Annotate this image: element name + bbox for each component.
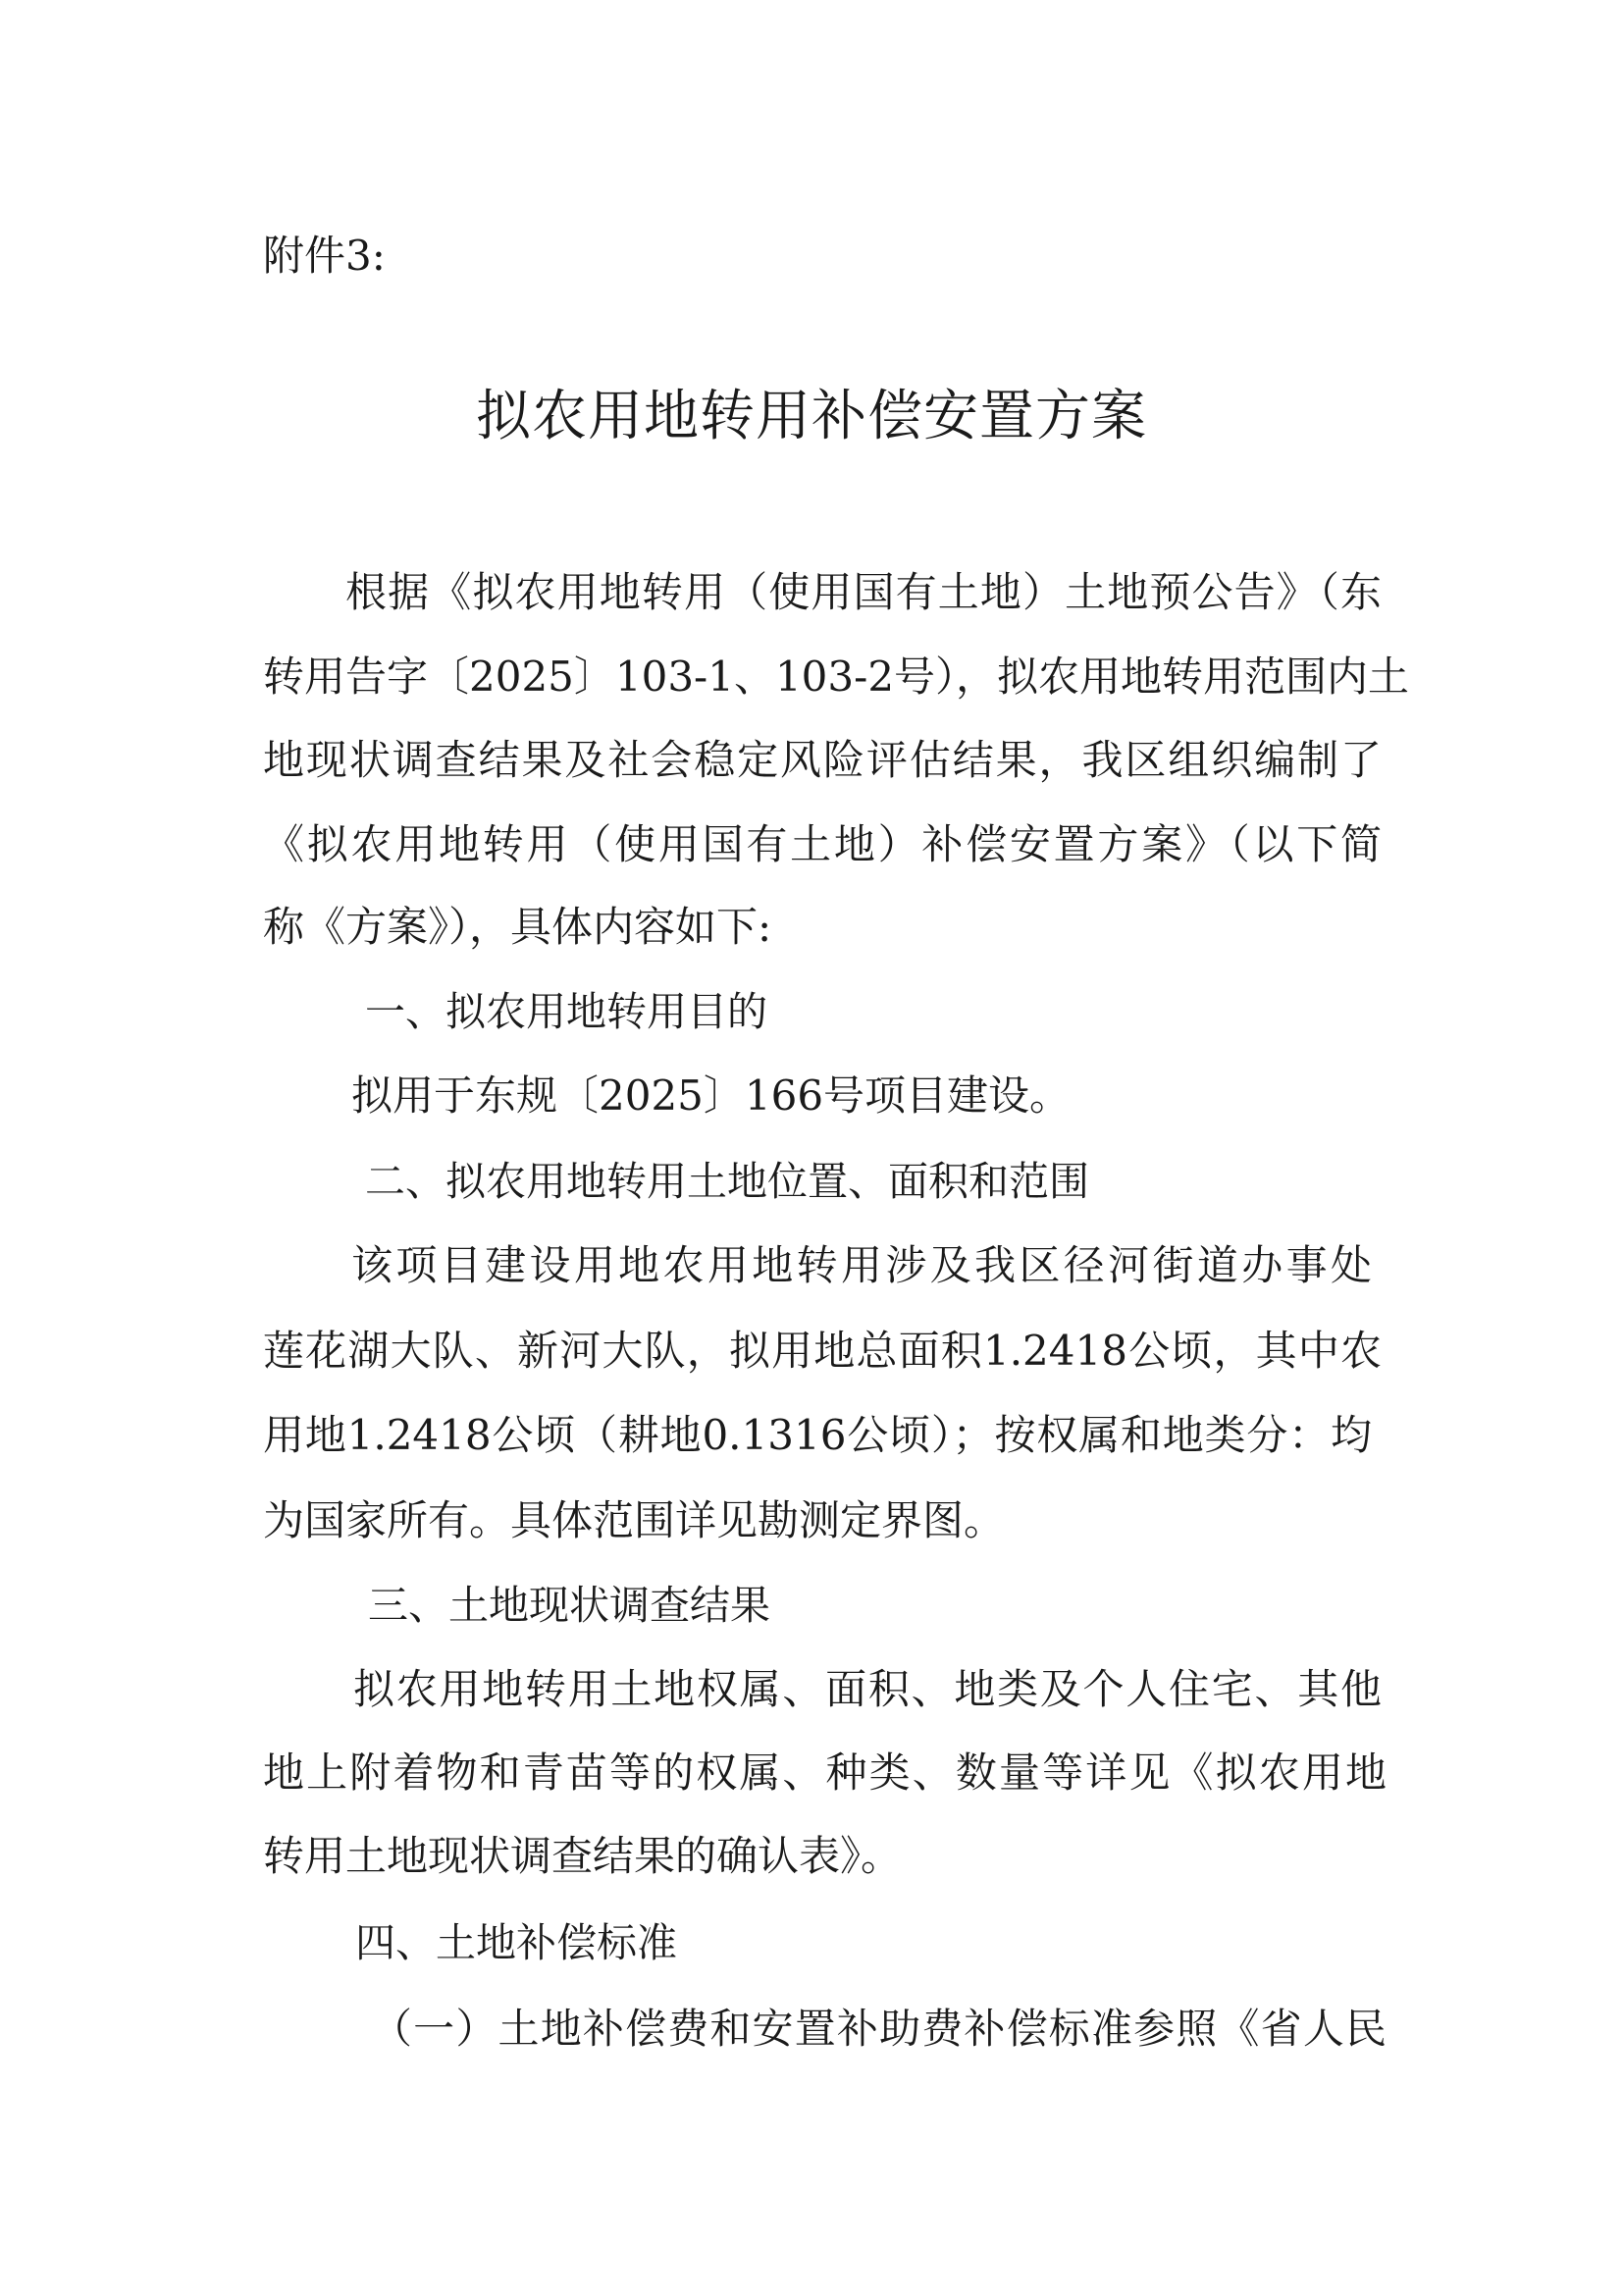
- body-line: （一）土地补偿费和安置补助费补偿标准参照《省人民: [371, 2005, 1387, 2053]
- section-heading-3: 三、土地现状调查结果: [368, 1582, 770, 1629]
- body-line: 根据《拟农用地转用（使用国有土地）土地预公告》（东: [345, 568, 1382, 616]
- body-line: 用地1.2418公顷（耕地0.1316公顷）；按权属和地类分：均: [263, 1411, 1372, 1459]
- body-line: 地上附着物和青苗等的权属、种类、数量等详见《拟农用地: [263, 1748, 1387, 1797]
- body-line: 地现状调查结果及社会稳定风险评估结果，我区组织编制了: [263, 736, 1382, 784]
- body-line: 转用土地现状调查结果的确认表》。: [263, 1832, 903, 1880]
- attachment-label: 附件3:: [263, 232, 386, 280]
- body-line: 转用告字〔2025〕103-1、103-2号），拟农用地转用范围内土: [263, 652, 1410, 701]
- body-line: 为国家所有。具体范围详见勘测定界图。: [263, 1496, 1006, 1544]
- body-line: 拟农用地转用土地权属、面积、地类及个人住宅、其他: [353, 1665, 1382, 1713]
- body-line: 该项目建设用地农用地转用涉及我区径河街道办事处: [351, 1241, 1372, 1289]
- body-line: 莲花湖大队、新河大队，拟用地总面积1.2418公顷，其中农: [263, 1327, 1382, 1375]
- body-line: 拟用于东规〔2025〕166号项目建设。: [351, 1071, 1072, 1120]
- section-heading-1: 一、拟农用地转用目的: [365, 988, 767, 1035]
- body-line: 《拟农用地转用（使用国有土地）补偿安置方案》（以下简: [263, 820, 1382, 868]
- page-title: 拟农用地转用补偿安置方案: [476, 385, 1147, 448]
- body-line: 称《方案》），具体内容如下:: [263, 903, 772, 951]
- section-heading-2: 二、拟农用地转用土地位置、面积和范围: [365, 1158, 1089, 1205]
- section-heading-4: 四、土地补偿标准: [355, 1919, 677, 1966]
